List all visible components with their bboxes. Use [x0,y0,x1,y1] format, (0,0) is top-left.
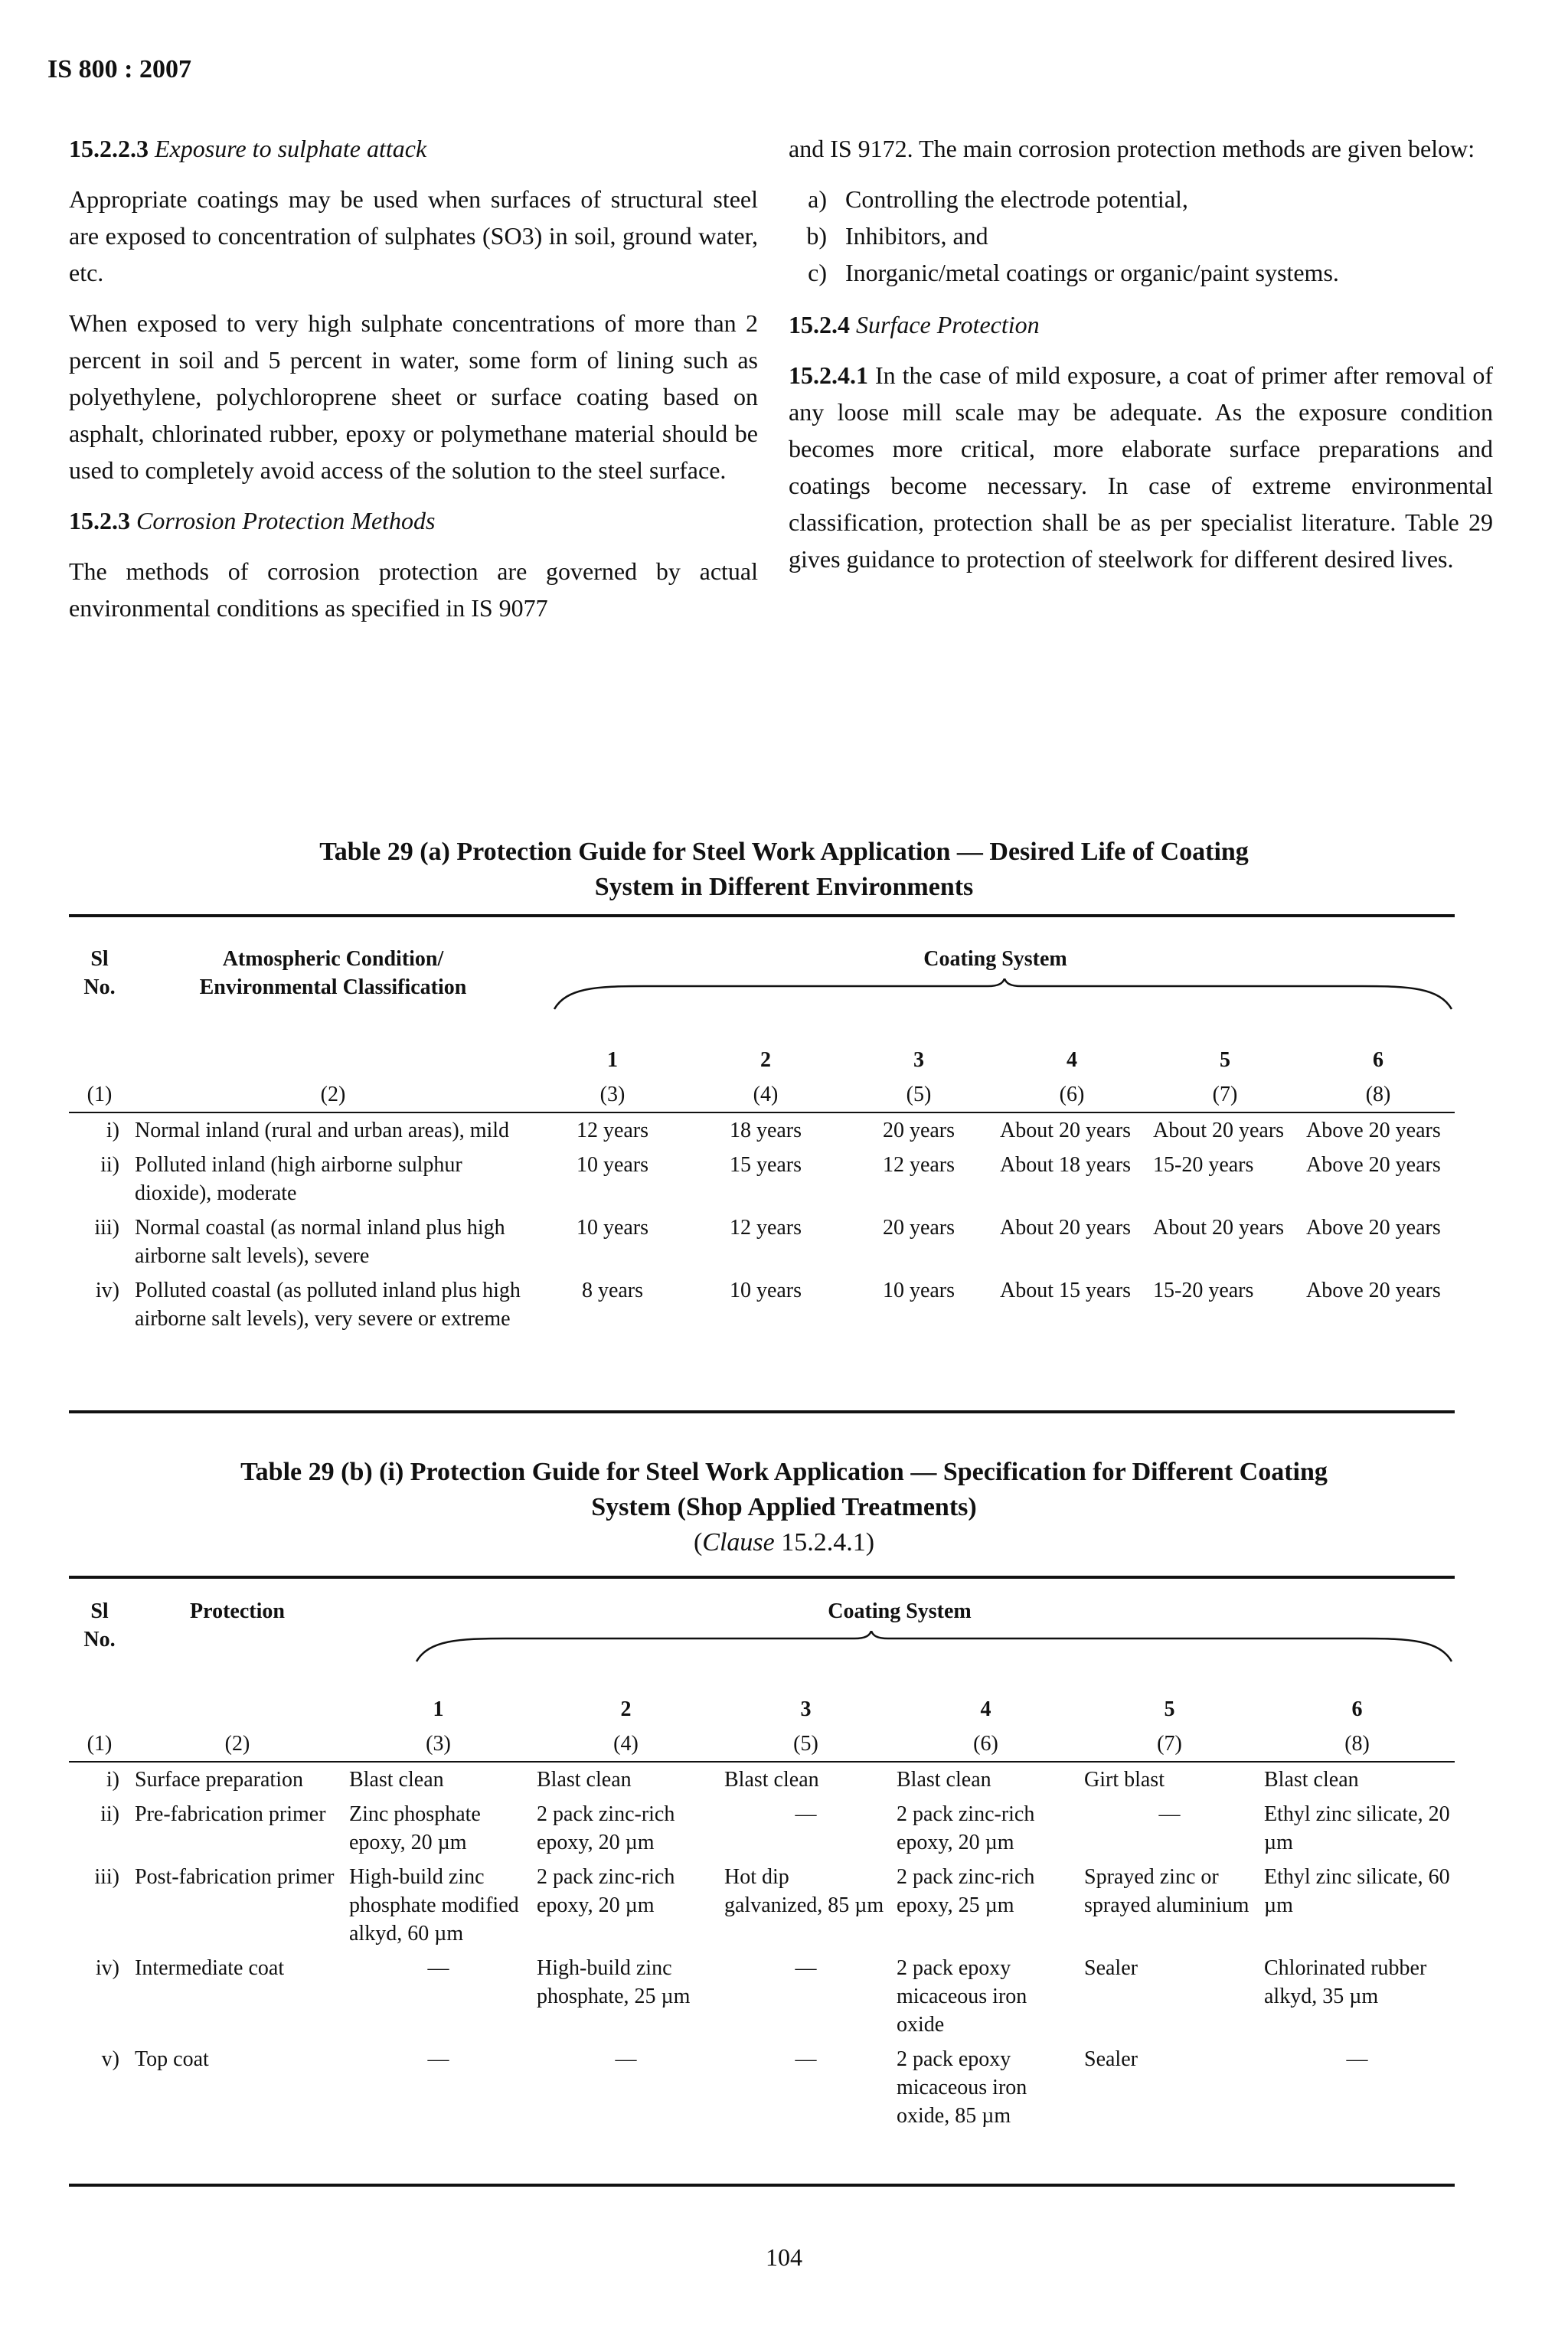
coating-system-brace [551,978,1455,1017]
paragraph-methods-intro: and IS 9172. The main corrosion protection methods are given below: [789,135,1475,162]
system-numbers-row: 1 2 3 4 5 6 [607,1048,1384,1072]
table-row: iv) Intermediate coat — High-build zinc phosphate, 25 µm — 2 pack epoxy micaceous iron oxide Sealer Chlorinated rubber alkyd, 35 µm [95,1956,1427,2037]
table-header-row: Sl No. Protection Coating System [69,1594,1455,1657]
methods-list [789,181,1493,291]
table-a-top-rule [69,914,1455,917]
table-a-bottom-rule [69,1410,1455,1413]
table-b-top-rule [69,1576,1455,1579]
section-15-2-3-heading [69,502,758,539]
standard-header: IS 800 : 2007 [47,55,191,83]
list-item: b) Inhibitors, and [806,222,988,250]
section-15-2-4-heading [789,306,1493,343]
column-numbers-row: (1) (2) (3) (4) (5) (6) (7) (8) [69,1077,1455,1112]
section-number: 15.2.3 [69,507,130,534]
table-row: ii) Polluted inland (high airborne sulphur dioxide), moderate 10 years 15 years 12 years About 18 years 15-20 years Above 20 years [100,1153,1441,1205]
section-15-2-2-3-heading [69,130,758,167]
coating-system-heading: Coating System [828,1599,972,1623]
table-row: iii) Normal coastal (as normal inland plus high airborne salt levels), severe 10 years 12 years 20 years About 20 years About 20 years Above 20 years [94,1216,1441,1268]
section-title: Corrosion Protection Methods [136,507,436,534]
paragraph-sulphate-lining: When exposed to very high sulphate concentrations of more than 2 percent in soil and 5 percent in water, some form of lining such as polyethylene, polychloroprene sheet or surface coating based on asphalt, chlorinated rubber, epoxy or polymethane material should be used to completely avoid access of the solution to the steel surface. [69,309,758,484]
section-title: Exposure to sulphate attack [155,135,427,162]
table-row: i) Surface preparation Blast clean Blast clean Blast clean Blast clean Girt blast Blast clean [106,1768,1359,1792]
coating-system-brace [413,1631,1455,1668]
table-b [69,1594,1455,2133]
page-number: 104 [766,2243,802,2271]
table-header-row: Sl No. Atmospheric Condition/ Environmental Classification Coating System [69,942,1455,1005]
table-row: iv) Polluted coastal (as polluted inland plus high airborne salt levels), very severe or extreme 8 years 10 years 10 years About 15 years 15-20 years Above 20 years [95,1279,1441,1331]
paragraph-corrosion-methods: The methods of corrosion protection are governed by actual environmental conditions as specified in IS 9077 [69,557,758,622]
table-row: iii) Post-fabrication primer High-build zinc phosphate modified alkyd, 60 µm 2 pack zinc-rich epoxy, 20 µm Hot dip galvanized, 85 µm 2 pack zinc-rich epoxy, 25 µm Sprayed zinc or sprayed aluminium Ethyl zinc silicate, 60 µm [94,1865,1450,1946]
system-numbers-row: 1 2 3 4 5 6 [433,1697,1363,1721]
table-row: i) Normal inland (rural and urban areas), mild 12 years 18 years 20 years About 20 years About 20 years Above 20 years [106,1119,1441,1142]
table-b-bottom-rule [69,2184,1455,2187]
list-item: a) Controlling the electrode potential, [808,185,1188,213]
right-column [789,130,1493,591]
paragraph-sulphate-coatings: Appropriate coatings may be used when surfaces of structural steel are exposed to concentration of sulphates (SO3) in soil, ground water, etc. [69,185,758,286]
table-row: ii) Pre-fabrication primer Zinc phosphate epoxy, 20 µm 2 pack zinc-rich epoxy, 20 µm — 2 pack zinc-rich epoxy, 20 µm — Ethyl zinc silicate, 20 µm [100,1802,1450,1854]
section-number: 15.2.4.1 [789,361,868,389]
column-numbers-row: (1) (2) (3) (4) (5) (6) (7) (8) [69,1727,1455,1762]
paragraph-surface-protection: 15.2.4.1 In the case of mild exposure, a coat of primer after removal of any loose mill scale may be adequate. As the exposure condition becomes more critical, more elaborate surface preparations and coatings become necessary. In case of extreme environmental classification, protection shall be as per specialist literature. Table 29 gives guidance to protection of steelwork for different desired lives. [789,361,1494,573]
list-item: c) Inorganic/metal coatings or organic/paint systems. [808,259,1339,286]
table-a-caption: Table 29 (a) Protection Guide for Steel Work Application — Desired Life of Coating System in Different Environments [319,838,1249,901]
section-number: 15.2.4 [789,311,850,338]
left-column [69,130,758,640]
coating-system-heading: Coating System [923,947,1067,971]
table-row: v) Top coat — — — 2 pack epoxy micaceous iron oxide, 85 µm Sealer — [101,2047,1368,2128]
section-title: Surface Protection [856,311,1040,338]
section-number: 15.2.2.3 [69,135,149,162]
table-b-caption: Table 29 (b) (i) Protection Guide for Steel Work Application — Specification for Different Coating System (Shop Applied Treatments) (Clause 15.2.4.1) [240,1458,1328,1557]
